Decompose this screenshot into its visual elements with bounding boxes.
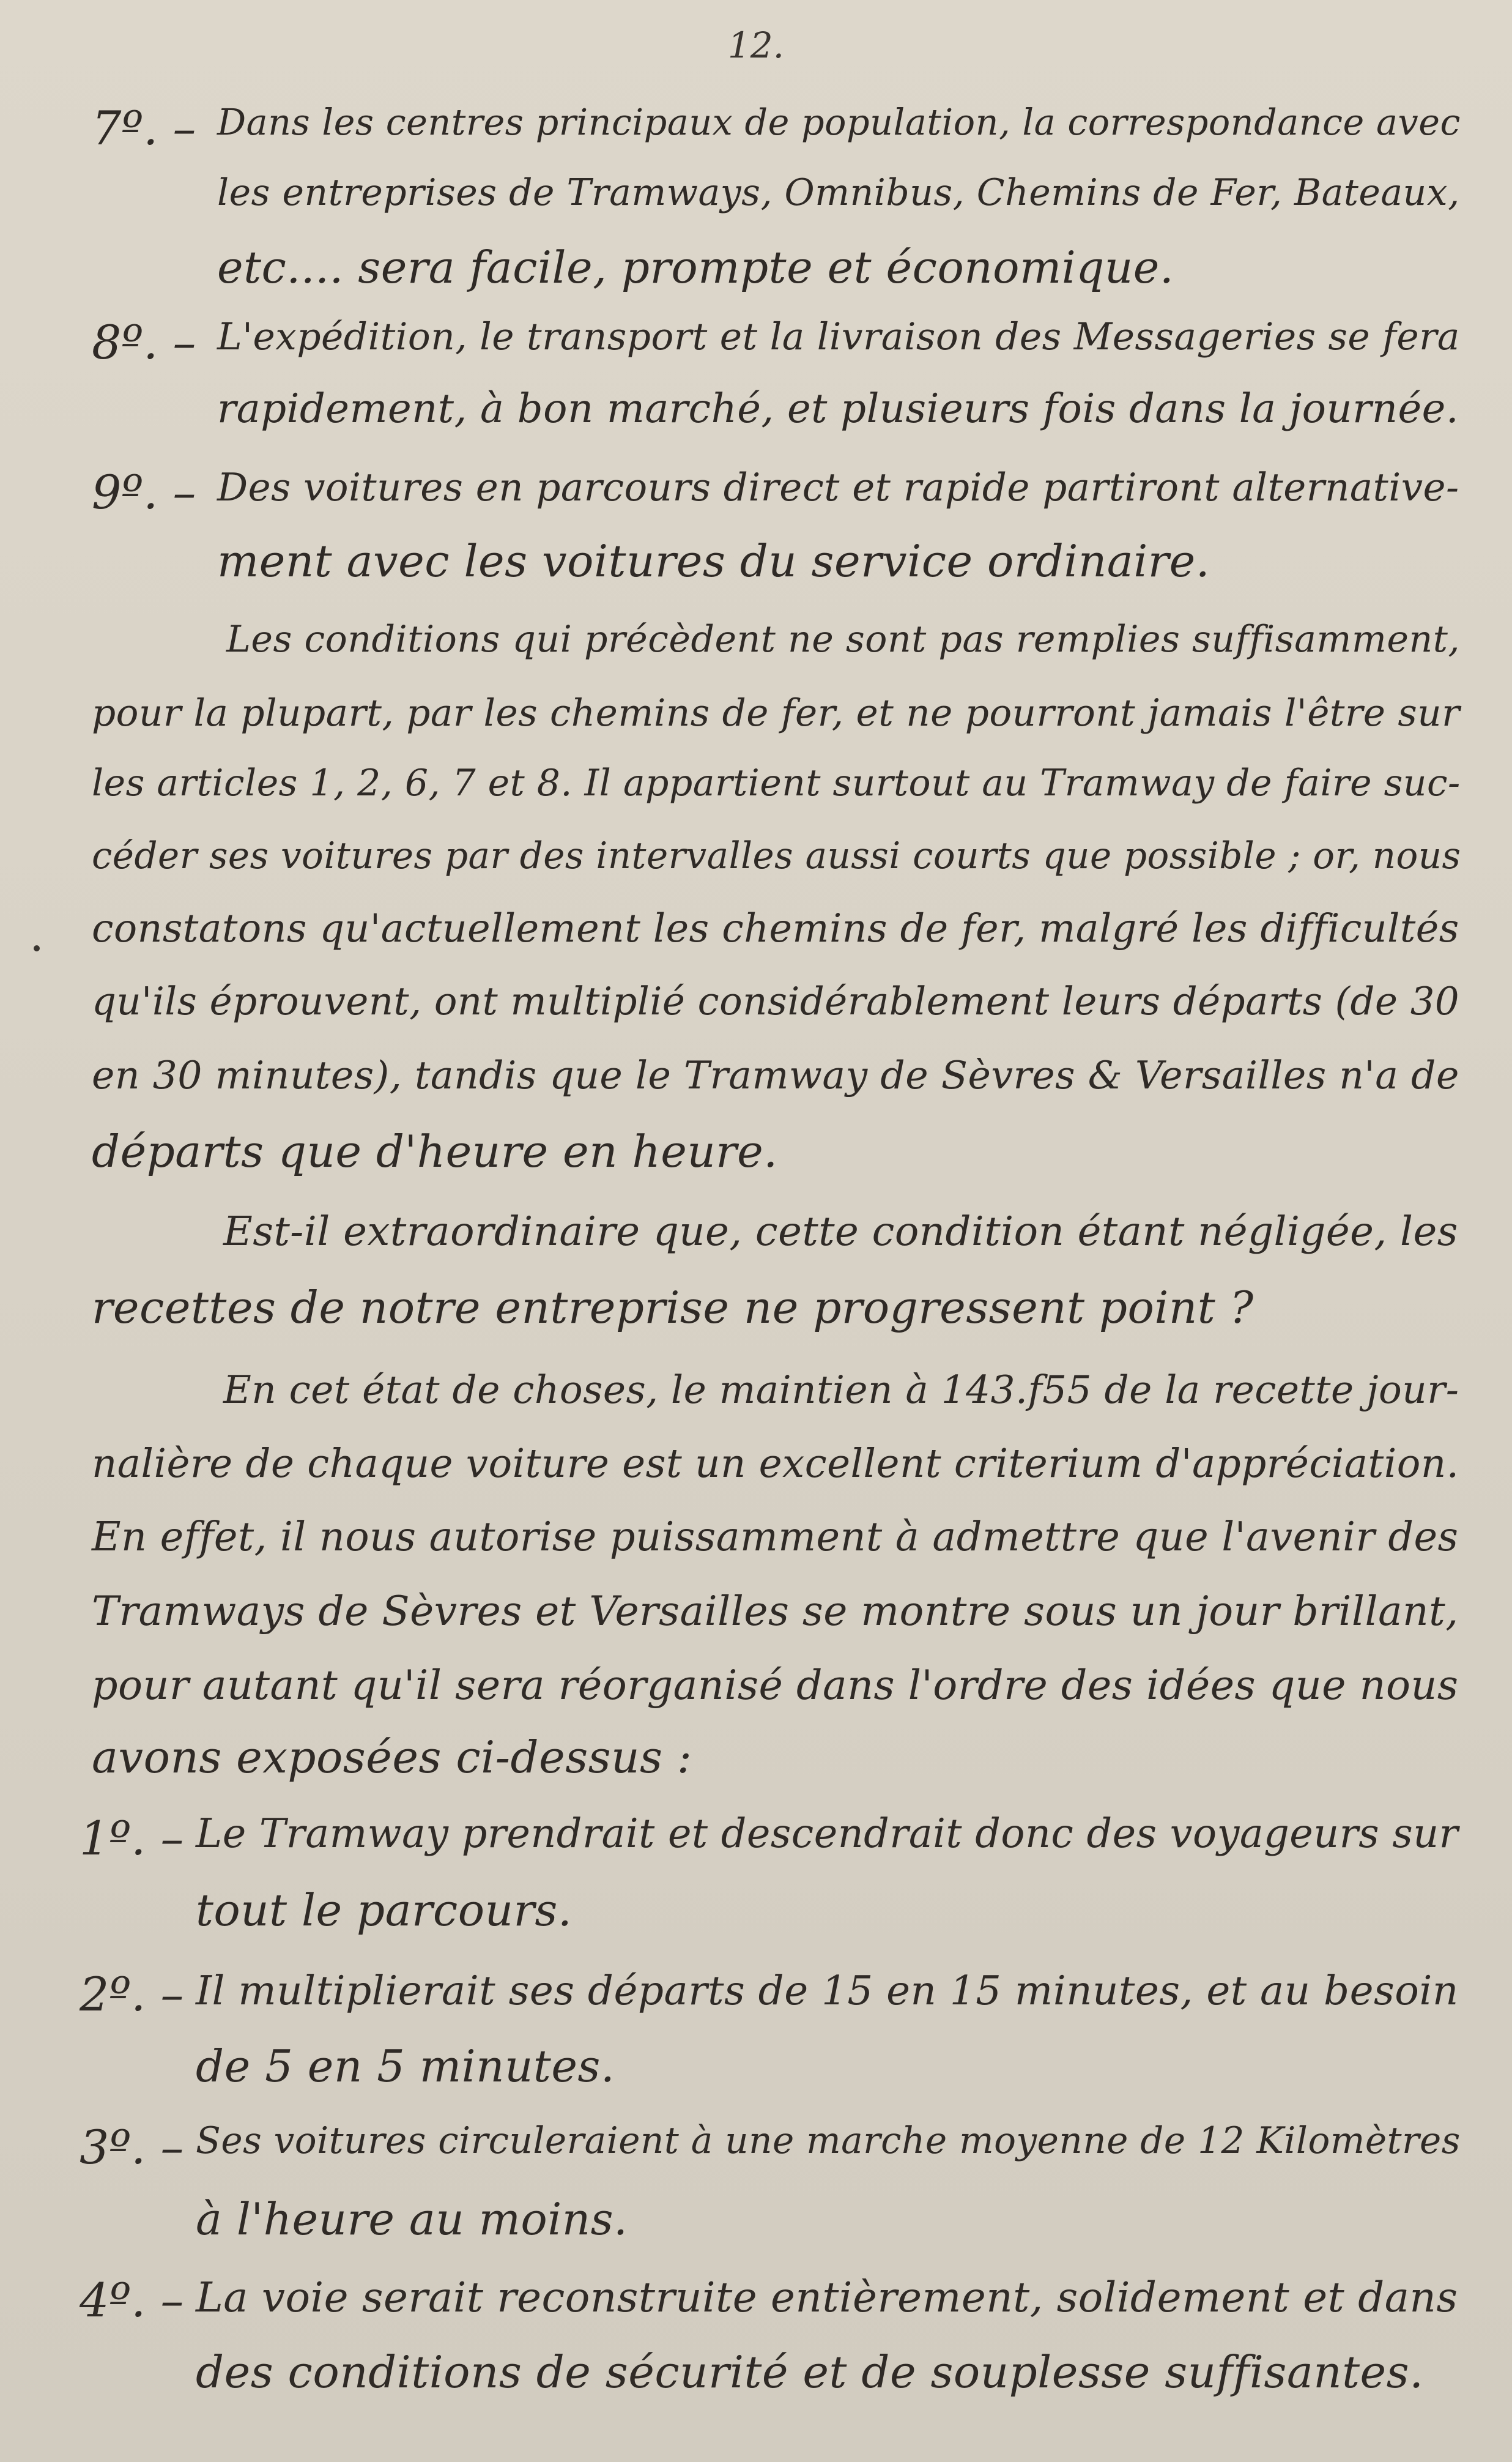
text-line: Est-il extraordinaire que, cette condition étant négligée, les <box>223 1208 1458 1255</box>
text-line: recettes de notre entreprise ne progressent point ? <box>92 1282 1254 1333</box>
text-line: Dans les centres principaux de population, la correspondance avec <box>217 101 1461 143</box>
item-marker: 1º. – <box>80 1811 184 1865</box>
text-line: En cet état de choses, le maintien à 143.f55 de la recette jour- <box>223 1367 1459 1412</box>
item-marker: 7º. – <box>92 101 196 155</box>
text-line: céder ses voitures par des intervalles aussi courts que possible ; or, nous <box>92 835 1461 877</box>
text-line: La voie serait reconstruite entièrement, solidement et dans <box>196 2273 1458 2321</box>
text-line: les articles 1, 2, 6, 7 et 8. Il appartient surtout au Tramway de faire suc- <box>92 762 1461 805</box>
text-line: Le Tramway prendrait et descendrait donc des voyageurs sur <box>196 1811 1459 1857</box>
text-line: les entreprises de Tramways, Omnibus, Chemins de Fer, Bateaux, <box>217 171 1460 214</box>
text-line: des conditions de sécurité et de souplesse suffisantes. <box>196 2346 1424 2398</box>
item-marker: 8º. – <box>92 315 196 370</box>
text-line: Ses voitures circuleraient à une marche moyenne de 12 Kilomètres <box>196 2120 1461 2162</box>
item-marker: 3º. – <box>80 2120 184 2174</box>
text-line: rapidement, à bon marché, et plusieurs fois dans la journée. <box>217 385 1459 432</box>
text-line: ment avec les voitures du service ordinaire. <box>217 535 1210 587</box>
text-line: tout le parcours. <box>196 1884 573 1936</box>
item-marker: 4º. – <box>80 2273 184 2327</box>
text-line: nalière de chaque voiture est un excellent criterium d'appréciation. <box>92 1441 1459 1487</box>
text-line: à l'heure au moins. <box>196 2193 628 2245</box>
text-line: pour autant qu'il sera réorganisé dans l'ordre des idées que nous <box>92 1661 1459 1709</box>
text-line: Les conditions qui précèdent ne sont pas remplies suffisamment, <box>226 618 1460 661</box>
text-line: En effet, il nous autorise puissamment à admettre que l'avenir des <box>92 1514 1459 1560</box>
text-line: en 30 minutes), tandis que le Tramway de Sèvres & Versailles n'a de <box>92 1052 1459 1098</box>
ink-dot <box>34 945 40 951</box>
text-line: Des voitures en parcours direct et rapide partiront alternative- <box>217 465 1459 510</box>
item-marker: 2º. – <box>80 1967 184 2021</box>
text-line: L'expédition, le transport et la livraison des Messageries se fera <box>217 315 1460 359</box>
item-marker: 9º. – <box>92 465 196 519</box>
page-number: 12. <box>727 24 785 66</box>
text-line: Tramways de Sèvres et Versailles se montre sous un jour brillant, <box>92 1588 1459 1635</box>
text-line: départs que d'heure en heure. <box>92 1126 778 1177</box>
text-line: qu'ils éprouvent, ont multiplié considérablement leurs départs (de 30 <box>92 979 1460 1024</box>
text-line: pour la plupart, par les chemins de fer, et ne pourront jamais l'être sur <box>92 691 1460 735</box>
text-line: de 5 en 5 minutes. <box>196 2040 615 2092</box>
text-line: avons exposées ci-dessus : <box>92 1731 692 1783</box>
text-line: constatons qu'actuellement les chemins de fer, malgré les difficultés <box>92 906 1459 951</box>
text-line: etc.... sera facile, prompte et économique. <box>217 242 1174 293</box>
text-line: Il multiplierait ses départs de 15 en 15 minutes, et au besoin <box>196 1967 1459 2014</box>
